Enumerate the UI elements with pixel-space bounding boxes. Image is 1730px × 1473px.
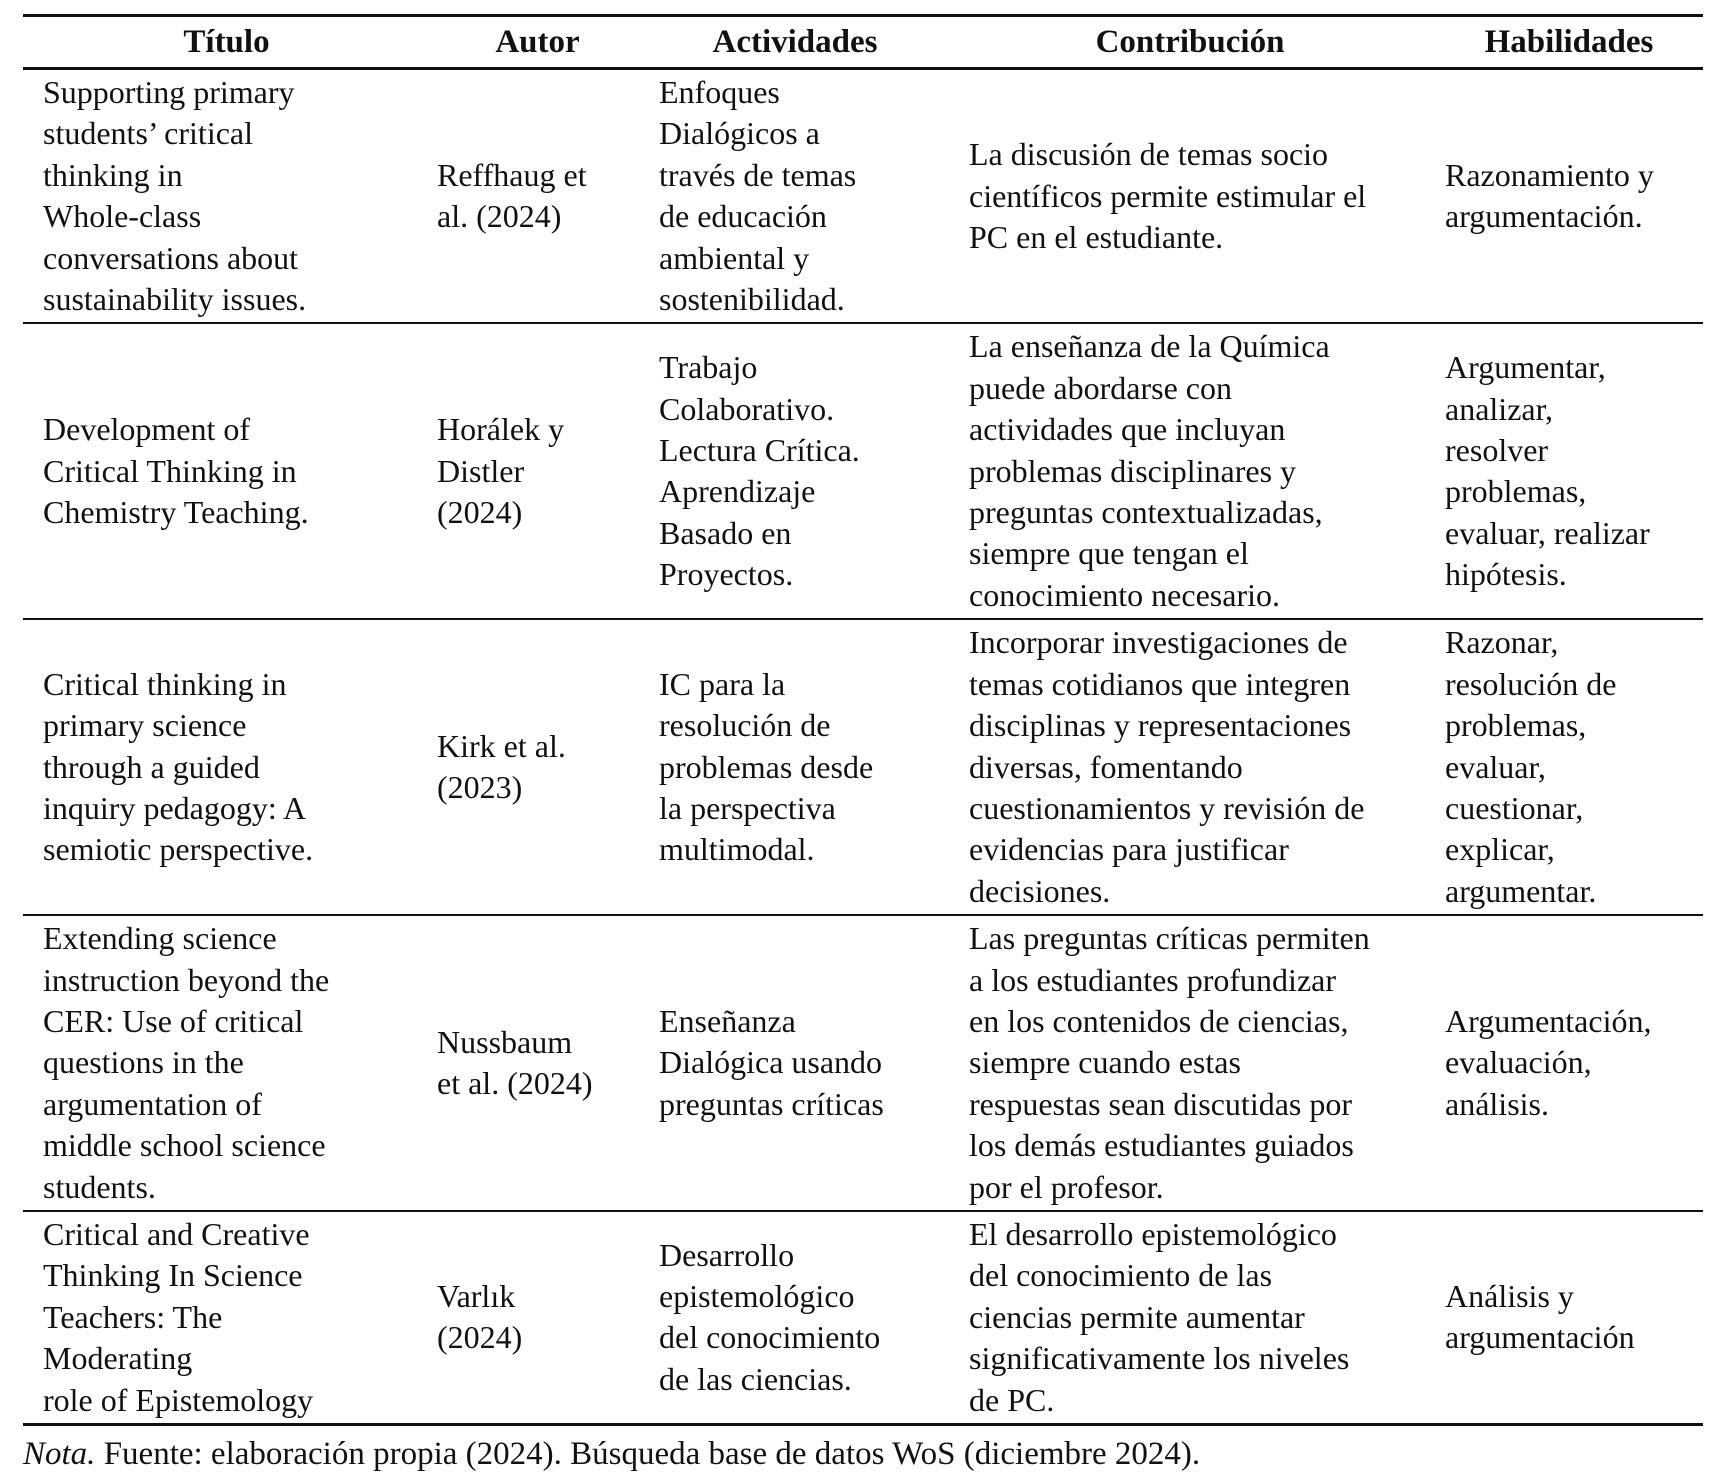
table-row: [23, 323, 1703, 619]
cell-line: (2024): [437, 494, 523, 531]
cell-autor: [430, 915, 645, 1211]
cell-line: evaluar, realizar: [1445, 514, 1650, 551]
cell-line: actividades que incluyan: [969, 411, 1286, 448]
cell-line: hipótesis.: [1445, 556, 1567, 593]
cell-line: siempre que tengan el: [969, 535, 1249, 572]
cell-contribucion: [945, 69, 1435, 324]
cell-line: problemas disciplinares y: [969, 452, 1297, 489]
cell-titulo: [23, 915, 430, 1211]
cell-line: puede abordarse con: [969, 369, 1232, 406]
cell-line: Incorporar investigaciones de: [969, 624, 1348, 661]
cell-line: disciplinas y representaciones: [969, 707, 1352, 744]
cell-line: Extending science: [43, 920, 277, 957]
cell-line: Development of: [43, 411, 251, 448]
cell-contribucion: [945, 915, 1435, 1211]
cell-line: La enseñanza de la Química: [969, 328, 1330, 365]
cell-line: Moderating: [43, 1340, 193, 1377]
cell-line: decisiones.: [969, 872, 1111, 909]
cell-line: Critical and Creative: [43, 1215, 310, 1252]
cell-line: middle school science: [43, 1127, 326, 1164]
header-titulo: Título: [23, 16, 430, 69]
cell-line: Lectura Crítica.: [659, 431, 860, 468]
cell-line: resolución de: [659, 707, 831, 744]
cell-line: Critical Thinking in: [43, 452, 297, 489]
note-label: Nota.: [23, 1436, 96, 1472]
cell-line: inquiry pedagogy: A: [43, 789, 307, 826]
cell-line: Teachers: The: [43, 1298, 223, 1335]
cell-line: Argumentación,: [1445, 1002, 1652, 1039]
cell-line: resolución de: [1445, 665, 1617, 702]
cell-line: Enseñanza: [659, 1002, 796, 1039]
cell-line: Enfoques: [659, 74, 780, 110]
cell-line: semiotic perspective.: [43, 831, 314, 868]
cell-habilidades: [1435, 323, 1703, 619]
cell-line: explicar,: [1445, 831, 1555, 868]
cell-line: (2023): [437, 769, 523, 806]
note-text: Fuente: elaboración propia (2024). Búsqueda base de datos WoS (diciembre 2024).: [95, 1436, 1201, 1472]
cell-line: preguntas contextualizadas,: [969, 494, 1323, 531]
cell-line: Chemistry Teaching.: [43, 494, 309, 531]
header-contribucion: Contribución: [945, 16, 1435, 69]
cell-line: epistemológico: [659, 1278, 855, 1315]
cell-line: Razonamiento y: [1445, 156, 1654, 193]
cell-autor: [430, 323, 645, 619]
cell-line: cuestionamientos y revisión de: [969, 789, 1365, 826]
cell-line: por el profesor.: [969, 1168, 1164, 1205]
cell-line: Kirk et al.: [437, 727, 566, 764]
cell-actividades: [645, 915, 945, 1211]
cell-line: análisis.: [1445, 1085, 1549, 1122]
cell-line: del conocimiento: [659, 1319, 881, 1356]
cell-habilidades: [1435, 619, 1703, 915]
cell-line: temas cotidianos que integren: [969, 665, 1351, 702]
cell-line: through a guided: [43, 748, 260, 785]
cell-line: IC para la: [659, 665, 786, 702]
cell-line: argumentar.: [1445, 872, 1597, 909]
table-row: [23, 1211, 1703, 1425]
cell-titulo: [23, 619, 430, 915]
cell-line: thinking in: [43, 156, 183, 193]
cell-line: los demás estudiantes guiados: [969, 1127, 1354, 1164]
header-autor: Autor: [430, 16, 645, 69]
cell-line: evaluar,: [1445, 748, 1546, 785]
cell-titulo: [23, 1211, 430, 1425]
cell-line: problemas,: [1445, 473, 1587, 510]
cell-line: (2024): [437, 1319, 523, 1356]
cell-line: respuestas sean discutidas por: [969, 1085, 1353, 1122]
cell-line: través de temas: [659, 156, 857, 193]
cell-line: Nussbaum: [437, 1023, 573, 1060]
header-actividades: Actividades: [645, 16, 945, 69]
cell-line: Horálek y: [437, 411, 565, 448]
cell-autor: [430, 69, 645, 324]
cell-line: en los contenidos de ciencias,: [969, 1002, 1349, 1039]
cell-line: diversas, fomentando: [969, 748, 1243, 785]
cell-line: sustainability issues.: [43, 281, 307, 318]
literature-table: [23, 14, 1703, 1426]
cell-actividades: [645, 323, 945, 619]
cell-line: Reffhaug et: [437, 156, 587, 193]
cell-line: Proyectos.: [659, 556, 794, 593]
cell-line: Varlık: [437, 1278, 516, 1315]
cell-line: students’ critical: [43, 115, 253, 152]
cell-line: Análisis y: [1445, 1278, 1574, 1315]
cell-contribucion: [945, 323, 1435, 619]
cell-line: Argumentar,: [1445, 349, 1606, 386]
cell-line: de las ciencias.: [659, 1360, 852, 1397]
cell-line: role of Epistemology: [43, 1381, 314, 1418]
table-row: [23, 69, 1703, 324]
cell-line: científicos permite estimular el: [969, 177, 1367, 214]
cell-line: ambiental y: [659, 239, 810, 276]
table-row: [23, 619, 1703, 915]
cell-line: Colaborativo.: [659, 390, 835, 427]
cell-line: preguntas críticas: [659, 1085, 884, 1122]
cell-line: analizar,: [1445, 390, 1553, 427]
cell-line: Supporting primary: [43, 74, 295, 110]
cell-line: siempre cuando estas: [969, 1044, 1241, 1081]
cell-line: PC en el estudiante.: [969, 218, 1224, 255]
cell-autor: [430, 619, 645, 915]
cell-line: de educación: [659, 198, 827, 235]
table-row: [23, 915, 1703, 1211]
cell-line: sostenibilidad.: [659, 281, 845, 318]
cell-line: cuestionar,: [1445, 789, 1584, 826]
cell-habilidades: [1435, 1211, 1703, 1425]
table-note: [23, 1436, 1703, 1473]
cell-line: Critical thinking in: [43, 665, 287, 702]
cell-line: conocimiento necesario.: [969, 576, 1280, 613]
cell-line: Aprendizaje: [659, 473, 816, 510]
cell-contribucion: [945, 619, 1435, 915]
cell-line: et al. (2024): [437, 1065, 593, 1102]
cell-line: argumentación.: [1445, 198, 1643, 235]
cell-line: questions in the: [43, 1044, 244, 1081]
cell-actividades: [645, 619, 945, 915]
cell-titulo: [23, 69, 430, 324]
cell-line: El desarrollo epistemológico: [969, 1215, 1337, 1252]
header-habilidades: Habilidades: [1435, 16, 1703, 69]
cell-line: conversations about: [43, 239, 299, 276]
cell-line: problemas desde: [659, 748, 874, 785]
cell-line: al. (2024): [437, 198, 562, 235]
cell-line: CER: Use of critical: [43, 1002, 304, 1039]
cell-line: problemas,: [1445, 707, 1587, 744]
cell-line: Dialógica usando: [659, 1044, 883, 1081]
cell-line: Distler: [437, 452, 525, 489]
cell-line: Thinking In Science: [43, 1257, 303, 1294]
cell-line: Desarrollo: [659, 1236, 795, 1273]
cell-line: a los estudiantes profundizar: [969, 961, 1336, 998]
cell-autor: [430, 1211, 645, 1425]
cell-line: instruction beyond the: [43, 961, 330, 998]
cell-line: primary science: [43, 707, 247, 744]
table-header-row: [23, 16, 1703, 69]
cell-line: resolver: [1445, 431, 1549, 468]
cell-line: Las preguntas críticas permiten: [969, 920, 1370, 957]
cell-line: Razonar,: [1445, 624, 1559, 661]
cell-line: la perspectiva: [659, 789, 836, 826]
cell-line: de PC.: [969, 1381, 1055, 1418]
cell-line: del conocimiento de las: [969, 1257, 1273, 1294]
cell-line: Trabajo: [659, 349, 758, 386]
cell-titulo: [23, 323, 430, 619]
cell-line: argumentación: [1445, 1319, 1635, 1356]
cell-line: Basado en: [659, 514, 792, 551]
cell-line: ciencias permite aumentar: [969, 1298, 1305, 1335]
cell-line: evidencias para justificar: [969, 831, 1289, 868]
cell-habilidades: [1435, 69, 1703, 324]
cell-line: significativamente los niveles: [969, 1340, 1350, 1377]
cell-contribucion: [945, 1211, 1435, 1425]
cell-line: multimodal.: [659, 831, 815, 868]
cell-actividades: [645, 1211, 945, 1425]
cell-habilidades: [1435, 915, 1703, 1211]
cell-line: La discusión de temas socio: [969, 136, 1329, 173]
cell-actividades: [645, 69, 945, 324]
cell-line: argumentation of: [43, 1085, 262, 1122]
cell-line: Whole-class: [43, 198, 202, 235]
document-table-wrapper: [23, 14, 1703, 1473]
cell-line: students.: [43, 1168, 156, 1205]
cell-line: Dialógicos a: [659, 115, 820, 152]
cell-line: evaluación,: [1445, 1044, 1592, 1081]
